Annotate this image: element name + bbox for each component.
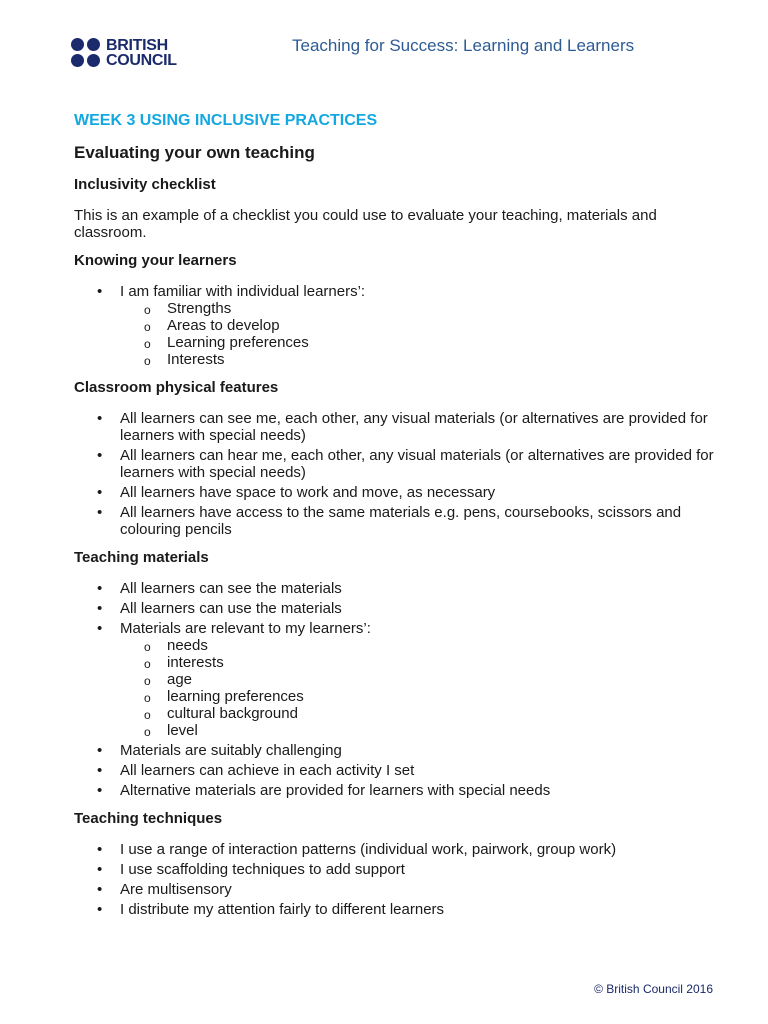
checklist-item bbox=[74, 504, 714, 538]
checklist-item-text: All learners can use the materials bbox=[120, 600, 342, 617]
section-bullet-list bbox=[74, 580, 714, 799]
checklist-item-text: All learners have access to the same materials e.g. pens, coursebooks, scissors and colouring pencils bbox=[120, 504, 682, 538]
checklist-item-text: All learners can see the materials bbox=[120, 580, 342, 597]
sub-list-item: o Areas to develop bbox=[120, 317, 714, 334]
checklist-item bbox=[74, 861, 714, 878]
checklist-item bbox=[74, 762, 714, 779]
checklist-item bbox=[74, 841, 714, 858]
week-heading: WEEK 3 USING INCLUSIVE PRACTICES bbox=[74, 112, 378, 129]
checklist-heading: Inclusivity checklist bbox=[74, 176, 216, 193]
section-bullet-list bbox=[74, 283, 714, 368]
logo-wordmark bbox=[106, 38, 177, 68]
section-bullet-list bbox=[74, 841, 714, 918]
checklist-item bbox=[74, 580, 714, 597]
sub-list-item: o Interests bbox=[120, 351, 714, 368]
checklist-item bbox=[74, 410, 714, 444]
checklist-item bbox=[74, 600, 714, 617]
checklist-item-text: Are multisensory bbox=[120, 881, 232, 898]
sub-list-item: o Strengths bbox=[120, 300, 714, 317]
checklist-item-text: All learners can see me, each other, any visual materials (or alternatives are provided for learners with special needs) bbox=[120, 410, 708, 444]
sub-list-item: o learning preferences bbox=[120, 688, 714, 705]
sub-list-item: o age bbox=[120, 671, 714, 688]
sub-list-item: o Learning preferences bbox=[120, 334, 714, 351]
checklist-item-text: I am familiar with individual learners’: bbox=[120, 283, 366, 300]
section-heading: Knowing your learners bbox=[74, 252, 237, 269]
checklist-item bbox=[74, 447, 714, 481]
logo-dots-icon bbox=[70, 37, 102, 69]
page-heading: Evaluating your own teaching bbox=[74, 143, 315, 162]
sub-list bbox=[120, 637, 714, 739]
logo-line-2: COUNCIL bbox=[106, 52, 177, 69]
checklist-item bbox=[74, 901, 714, 918]
checklist-item-text: I use a range of interaction patterns (individual work, pairwork, group work) bbox=[120, 841, 617, 858]
copyright-footer: © British Council 2016 bbox=[594, 982, 713, 996]
checklist-sections bbox=[74, 252, 714, 918]
sub-list-item: o cultural background bbox=[120, 705, 714, 722]
checklist-item-text: Alternative materials are provided for learners with special needs bbox=[120, 782, 551, 799]
checklist-item bbox=[74, 620, 714, 739]
checklist-item-text: Materials are relevant to my learners’: bbox=[120, 620, 371, 637]
sub-list-item: o interests bbox=[120, 654, 714, 671]
section-heading: Teaching materials bbox=[74, 549, 209, 566]
logo-line-1: BRITISH bbox=[106, 37, 168, 54]
checklist-item-text: I distribute my attention fairly to different learners bbox=[120, 901, 445, 918]
checklist-item-text: All learners can hear me, each other, any visual materials (or alternatives are provided for learners with special needs) bbox=[120, 447, 714, 481]
sub-list-item: o level bbox=[120, 722, 714, 739]
sub-list bbox=[120, 300, 714, 368]
section-heading: Teaching techniques bbox=[74, 810, 223, 827]
section-heading: Classroom physical features bbox=[74, 379, 279, 396]
checklist-item-text: All learners can achieve in each activity I set bbox=[120, 762, 415, 779]
checklist-item bbox=[74, 782, 714, 799]
document-body bbox=[74, 111, 714, 929]
checklist-item-text: Materials are suitably challenging bbox=[120, 742, 342, 759]
checklist-item bbox=[74, 742, 714, 759]
british-council-logo bbox=[70, 37, 177, 69]
checklist-item bbox=[74, 283, 714, 368]
checklist-item bbox=[74, 881, 714, 898]
section-bullet-list bbox=[74, 410, 714, 538]
checklist-item-text: All learners have space to work and move, as necessary bbox=[120, 484, 496, 501]
checklist-item-text: I use scaffolding techniques to add support bbox=[120, 861, 405, 878]
course-title: Teaching for Success: Learning and Learners bbox=[292, 36, 635, 55]
checklist-item bbox=[74, 484, 714, 501]
intro-paragraph: This is an example of a checklist you could use to evaluate your teaching, materials and classroom. bbox=[74, 207, 657, 241]
sub-list-item: o needs bbox=[120, 637, 714, 654]
